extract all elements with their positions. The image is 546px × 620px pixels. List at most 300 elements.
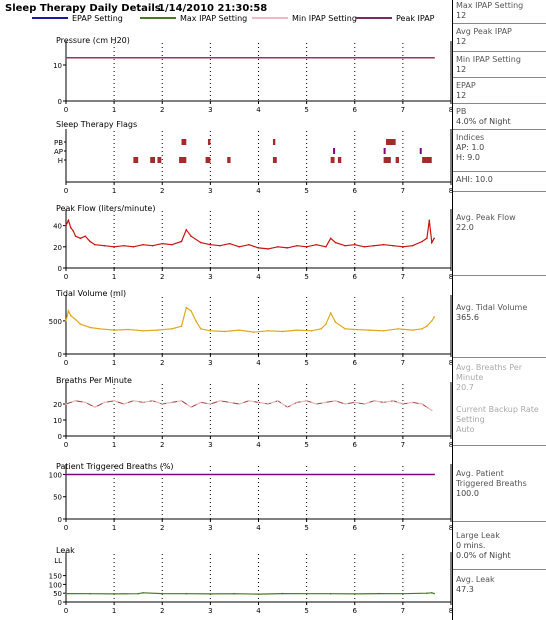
flag-event <box>208 139 210 145</box>
x-tick-label: 6 <box>352 607 357 615</box>
x-tick-label: 3 <box>208 273 213 281</box>
data-point <box>234 593 236 595</box>
x-tick-label: 8 <box>448 273 454 281</box>
data-point <box>89 593 91 595</box>
summary-panel <box>452 0 546 620</box>
data-point <box>99 328 101 330</box>
data-point <box>392 400 394 402</box>
data-point <box>104 245 106 247</box>
data-point <box>89 241 91 243</box>
y-category-label: AP <box>53 148 63 156</box>
data-point <box>277 400 279 402</box>
data-point <box>161 57 163 59</box>
flag-event <box>273 157 277 163</box>
data-point <box>354 593 356 595</box>
flag-event <box>384 148 386 154</box>
x-tick-label: 8 <box>448 359 454 367</box>
x-tick-label: 1 <box>111 106 117 114</box>
data-point <box>142 592 144 594</box>
x-tick-label: 4 <box>256 441 261 449</box>
x-tick-label: 5 <box>304 187 309 195</box>
data-point <box>238 246 240 248</box>
data-point <box>200 242 202 244</box>
legend <box>32 14 435 23</box>
data-point <box>431 592 433 594</box>
data-point <box>287 406 289 408</box>
data-point <box>277 246 279 248</box>
data-point <box>65 225 67 227</box>
data-point <box>113 329 115 331</box>
x-tick-label: 6 <box>352 106 357 114</box>
data-point <box>306 246 308 248</box>
legend-label: EPAP Setting <box>72 14 123 23</box>
data-point <box>344 328 346 330</box>
x-tick-label: 3 <box>208 187 213 195</box>
data-point <box>72 230 74 232</box>
data-point <box>368 329 370 331</box>
data-point <box>171 402 173 404</box>
panel-title: Pressure (cm H20) <box>56 36 130 45</box>
flag-event <box>182 139 187 145</box>
chart-panel <box>53 376 453 449</box>
data-point <box>195 320 197 322</box>
x-tick-label: 6 <box>352 441 357 449</box>
large-leak-label: Large Leak <box>456 531 500 540</box>
data-point <box>186 593 188 595</box>
data-point <box>306 400 308 402</box>
x-tick-label: 8 <box>448 187 454 195</box>
min-ipap-value: 12 <box>456 65 467 74</box>
avg-peak-ipap-label: Avg Peak IPAP <box>456 27 512 36</box>
data-point <box>181 241 183 243</box>
epap-label: EPAP <box>456 81 476 90</box>
data-point <box>190 235 192 237</box>
data-point <box>84 235 86 237</box>
h-index: H: 9.0 <box>456 153 480 162</box>
data-point <box>378 593 380 595</box>
avg-leak-value: 47.3 <box>456 585 474 594</box>
epap-value: 12 <box>456 91 467 100</box>
data-point <box>128 329 130 331</box>
data-point <box>123 403 125 405</box>
series-line <box>66 220 434 249</box>
data-point <box>133 400 135 402</box>
data-point <box>373 400 375 402</box>
flag-event <box>331 157 335 163</box>
data-point <box>248 400 250 402</box>
max-ipap-value: 12 <box>456 11 467 20</box>
data-point <box>70 315 72 317</box>
x-tick-label: 2 <box>160 441 165 449</box>
x-tick-label: 0 <box>63 524 69 532</box>
y-tick-label: 20 <box>53 401 62 409</box>
data-point <box>89 327 91 329</box>
legend-label: Peak IPAP <box>396 14 435 23</box>
avg-bpm-label: Avg. Breaths Per Minute <box>456 363 522 382</box>
data-point <box>383 244 385 246</box>
data-point <box>433 316 435 318</box>
data-point <box>282 593 284 595</box>
data-point <box>311 330 313 332</box>
data-point <box>335 242 337 244</box>
y-tick-label: 500 <box>48 317 62 326</box>
data-point <box>296 402 298 404</box>
data-point <box>412 245 414 247</box>
data-point <box>200 328 202 330</box>
report-datetime: 1/14/2010 21:30:58 <box>158 3 268 14</box>
data-point <box>229 402 231 404</box>
data-point <box>161 243 163 245</box>
y-tick-label: 100 <box>48 581 62 590</box>
x-tick-label: 8 <box>448 441 454 449</box>
y-tick-label: 10 <box>53 62 62 70</box>
data-point <box>181 400 183 402</box>
flag-event <box>227 157 230 163</box>
y-tick-label: 20 <box>53 243 62 252</box>
x-tick-label: 6 <box>352 187 357 195</box>
data-point <box>157 329 159 331</box>
avg-ptb-value: 100.0 <box>456 489 479 498</box>
data-point <box>330 593 332 595</box>
large-leak-cell <box>453 530 546 570</box>
y-tick-label: 40 <box>53 222 62 231</box>
backup-rate-cell <box>453 404 546 446</box>
x-tick-label: 2 <box>160 524 165 532</box>
x-tick-label: 2 <box>160 187 165 195</box>
avg-peak-ipap-cell <box>453 26 546 52</box>
data-point <box>84 402 86 404</box>
data-point <box>429 220 431 222</box>
x-tick-label: 2 <box>160 607 165 615</box>
x-tick-label: 7 <box>400 441 406 449</box>
avg-tidal-value: 365.6 <box>456 313 479 322</box>
x-tick-label: 3 <box>208 524 213 532</box>
chart-panel <box>53 36 453 114</box>
panel-title: Sleep Therapy Flags <box>56 120 138 129</box>
avg-bpm-cell <box>453 362 546 402</box>
legend-label: Max IPAP Setting <box>180 14 248 23</box>
pb-label: PB <box>456 107 467 116</box>
x-tick-label: 7 <box>400 273 406 281</box>
data-point <box>70 227 72 229</box>
data-point <box>402 593 404 595</box>
x-tick-label: 1 <box>111 524 117 532</box>
x-tick-label: 5 <box>304 441 309 449</box>
x-tick-label: 6 <box>352 359 357 367</box>
legend-label: Min IPAP Setting <box>292 14 357 23</box>
data-point <box>421 328 423 330</box>
data-point <box>224 331 226 333</box>
data-point <box>65 403 67 405</box>
x-tick-label: 5 <box>304 273 309 281</box>
data-point <box>133 246 135 248</box>
data-point <box>354 329 356 331</box>
data-point <box>94 244 96 246</box>
pb-cell <box>453 106 546 130</box>
panel-title: Breaths Per Minute <box>56 376 132 385</box>
data-point <box>397 328 399 330</box>
max-ipap-label: Max IPAP Setting <box>456 1 524 10</box>
data-point <box>171 244 173 246</box>
backup-rate-label: Current Backup Rate Setting <box>456 405 539 424</box>
data-point <box>104 402 106 404</box>
y-tick-label: 0 <box>57 516 62 524</box>
data-point <box>113 400 115 402</box>
x-tick-label: 4 <box>256 359 261 367</box>
data-point <box>402 246 404 248</box>
data-point <box>94 406 96 408</box>
data-point <box>433 57 435 59</box>
flag-event <box>157 157 161 163</box>
x-tick-label: 4 <box>256 187 261 195</box>
flag-event <box>179 157 186 163</box>
data-point <box>344 245 346 247</box>
data-point <box>258 593 260 595</box>
data-point <box>200 402 202 404</box>
panel-title: Peak Flow (liters/minute) <box>56 204 156 213</box>
x-tick-label: 6 <box>352 273 357 281</box>
flag-event <box>273 139 275 145</box>
data-point <box>426 592 428 594</box>
flag-event <box>396 157 399 163</box>
chart-panel <box>49 289 454 367</box>
data-point <box>296 329 298 331</box>
data-point <box>431 410 433 412</box>
x-tick-label: 7 <box>400 359 406 367</box>
chart-panel <box>49 546 454 615</box>
data-point <box>431 320 433 322</box>
x-tick-label: 5 <box>304 524 309 532</box>
x-tick-label: 3 <box>208 359 213 367</box>
data-point <box>330 312 332 314</box>
y-tick-label: 0 <box>57 351 62 359</box>
flag-event <box>384 157 391 163</box>
flag-event <box>150 157 155 163</box>
data-point <box>190 406 192 408</box>
x-tick-label: 1 <box>111 607 117 615</box>
data-point <box>282 331 284 333</box>
avg-ptb-cell <box>453 468 546 522</box>
data-point <box>373 245 375 247</box>
data-point <box>344 403 346 405</box>
large-leak-pct: 0.0% of Night <box>456 551 511 560</box>
x-tick-label: 5 <box>304 359 309 367</box>
y-tick-label: LL <box>54 557 62 565</box>
x-tick-label: 7 <box>400 607 406 615</box>
panel-title: Tidal Volume (ml) <box>56 289 127 298</box>
x-tick-label: 5 <box>304 607 309 615</box>
data-point <box>421 241 423 243</box>
x-tick-label: 1 <box>111 441 117 449</box>
data-point <box>152 245 154 247</box>
x-tick-label: 4 <box>256 273 261 281</box>
data-point <box>210 330 212 332</box>
chart-panel <box>53 204 453 281</box>
indices-label: Indices <box>456 133 485 142</box>
data-point <box>65 57 67 59</box>
data-point <box>315 244 317 246</box>
data-point <box>65 593 67 595</box>
data-point <box>330 238 332 240</box>
min-ipap-label: Min IPAP Setting <box>456 55 521 64</box>
x-tick-label: 7 <box>400 187 406 195</box>
data-point <box>80 238 82 240</box>
y-tick-label: 50 <box>53 590 62 599</box>
data-point <box>238 329 240 331</box>
x-tick-label: 8 <box>448 607 454 615</box>
data-point <box>161 593 163 595</box>
data-point <box>433 474 435 476</box>
x-tick-label: 0 <box>63 607 69 615</box>
data-point <box>142 244 144 246</box>
data-point <box>383 330 385 332</box>
data-point <box>364 246 366 248</box>
flag-event <box>206 157 211 163</box>
data-point <box>248 244 250 246</box>
epap-cell <box>453 80 546 104</box>
data-point <box>431 242 433 244</box>
x-tick-label: 2 <box>160 106 165 114</box>
x-tick-label: 0 <box>63 187 69 195</box>
data-point <box>75 400 77 402</box>
x-tick-label: 3 <box>208 441 213 449</box>
data-point <box>267 403 269 405</box>
data-point <box>123 245 125 247</box>
data-point <box>152 400 154 402</box>
avg-tidal-label: Avg. Tidal Volume <box>456 303 528 312</box>
x-tick-label: 0 <box>63 106 69 114</box>
data-point <box>354 402 356 404</box>
x-tick-label: 1 <box>111 273 117 281</box>
backup-rate-value: Auto <box>456 425 475 434</box>
ahi-cell <box>453 174 546 192</box>
data-point <box>402 57 404 59</box>
chart-panel <box>54 120 453 195</box>
data-point <box>219 245 221 247</box>
data-point <box>335 400 337 402</box>
data-point <box>335 321 337 323</box>
x-tick-label: 3 <box>208 106 213 114</box>
data-point <box>426 238 428 240</box>
data-point <box>80 323 82 325</box>
y-tick-label: 50 <box>53 493 62 502</box>
avg-peak-flow-value: 22.0 <box>456 223 474 232</box>
avg-leak-label: Avg. Leak <box>456 575 495 584</box>
data-point <box>210 57 212 59</box>
data-point <box>402 403 404 405</box>
data-point <box>75 235 77 237</box>
ahi-value: AHI: 10.0 <box>456 175 493 184</box>
data-point <box>287 247 289 249</box>
x-tick-label: 3 <box>208 607 213 615</box>
y-tick-label: 0 <box>57 433 62 441</box>
y-tick-label: 10 <box>53 417 62 425</box>
x-tick-label: 4 <box>256 607 261 615</box>
flag-event <box>333 148 335 154</box>
data-point <box>412 329 414 331</box>
x-tick-label: 8 <box>448 106 454 114</box>
data-point <box>364 403 366 405</box>
data-point <box>267 330 269 332</box>
data-point <box>325 402 327 404</box>
data-point <box>392 245 394 247</box>
y-tick-label: 0 <box>57 98 62 106</box>
plots <box>49 36 454 615</box>
data-point <box>75 319 77 321</box>
data-point <box>325 323 327 325</box>
avg-tidal-cell <box>453 302 546 358</box>
data-point <box>113 246 115 248</box>
chart-panel <box>49 462 454 532</box>
data-point <box>320 328 322 330</box>
flag-event <box>338 157 341 163</box>
data-point <box>426 406 428 408</box>
flag-event <box>422 157 432 163</box>
panel-title: Patient Triggered Breaths (%) <box>56 462 174 471</box>
panel-title: Leak <box>56 546 75 555</box>
avg-leak-cell <box>453 574 546 620</box>
data-point <box>383 402 385 404</box>
data-point <box>181 325 183 327</box>
report-title: Sleep Therapy Daily Details <box>5 3 161 14</box>
y-tick-label: 0 <box>57 599 62 607</box>
data-point <box>412 402 414 404</box>
series-line <box>66 308 434 333</box>
data-point <box>142 330 144 332</box>
data-point <box>325 246 327 248</box>
data-point <box>354 244 356 246</box>
y-tick-label: 150 <box>48 572 62 581</box>
y-category-label: PB <box>53 139 63 147</box>
max-ipap-cell <box>453 0 546 24</box>
min-ipap-cell <box>453 54 546 78</box>
avg-ptb-label: Avg. Patient Triggered Breaths <box>456 469 527 488</box>
x-tick-label: 2 <box>160 359 165 367</box>
y-category-label: H <box>57 157 63 165</box>
data-point <box>258 247 260 249</box>
data-point <box>219 400 221 402</box>
data-point <box>306 57 308 59</box>
data-point <box>426 325 428 327</box>
data-point <box>186 307 188 309</box>
data-point <box>229 243 231 245</box>
x-tick-label: 7 <box>400 524 406 532</box>
y-tick-label: 100 <box>48 471 62 480</box>
x-tick-label: 4 <box>256 106 261 114</box>
data-point <box>171 328 173 330</box>
data-point <box>190 310 192 312</box>
flag-event <box>133 157 138 163</box>
indices-cell <box>453 132 546 172</box>
flag-event <box>386 139 396 145</box>
data-point <box>68 220 70 222</box>
x-tick-label: 4 <box>256 524 261 532</box>
data-point <box>258 402 260 404</box>
data-point <box>306 593 308 595</box>
x-tick-label: 0 <box>63 359 69 367</box>
data-point <box>113 593 115 595</box>
data-point <box>296 245 298 247</box>
data-point <box>161 403 163 405</box>
data-point <box>68 310 70 312</box>
data-point <box>315 403 317 405</box>
data-point <box>238 403 240 405</box>
data-point <box>210 403 212 405</box>
large-leak-mins: 0 mins. <box>456 541 486 550</box>
y-tick-label: 0 <box>57 265 62 273</box>
avg-bpm-value: 20.7 <box>456 383 474 392</box>
data-point <box>137 593 139 595</box>
